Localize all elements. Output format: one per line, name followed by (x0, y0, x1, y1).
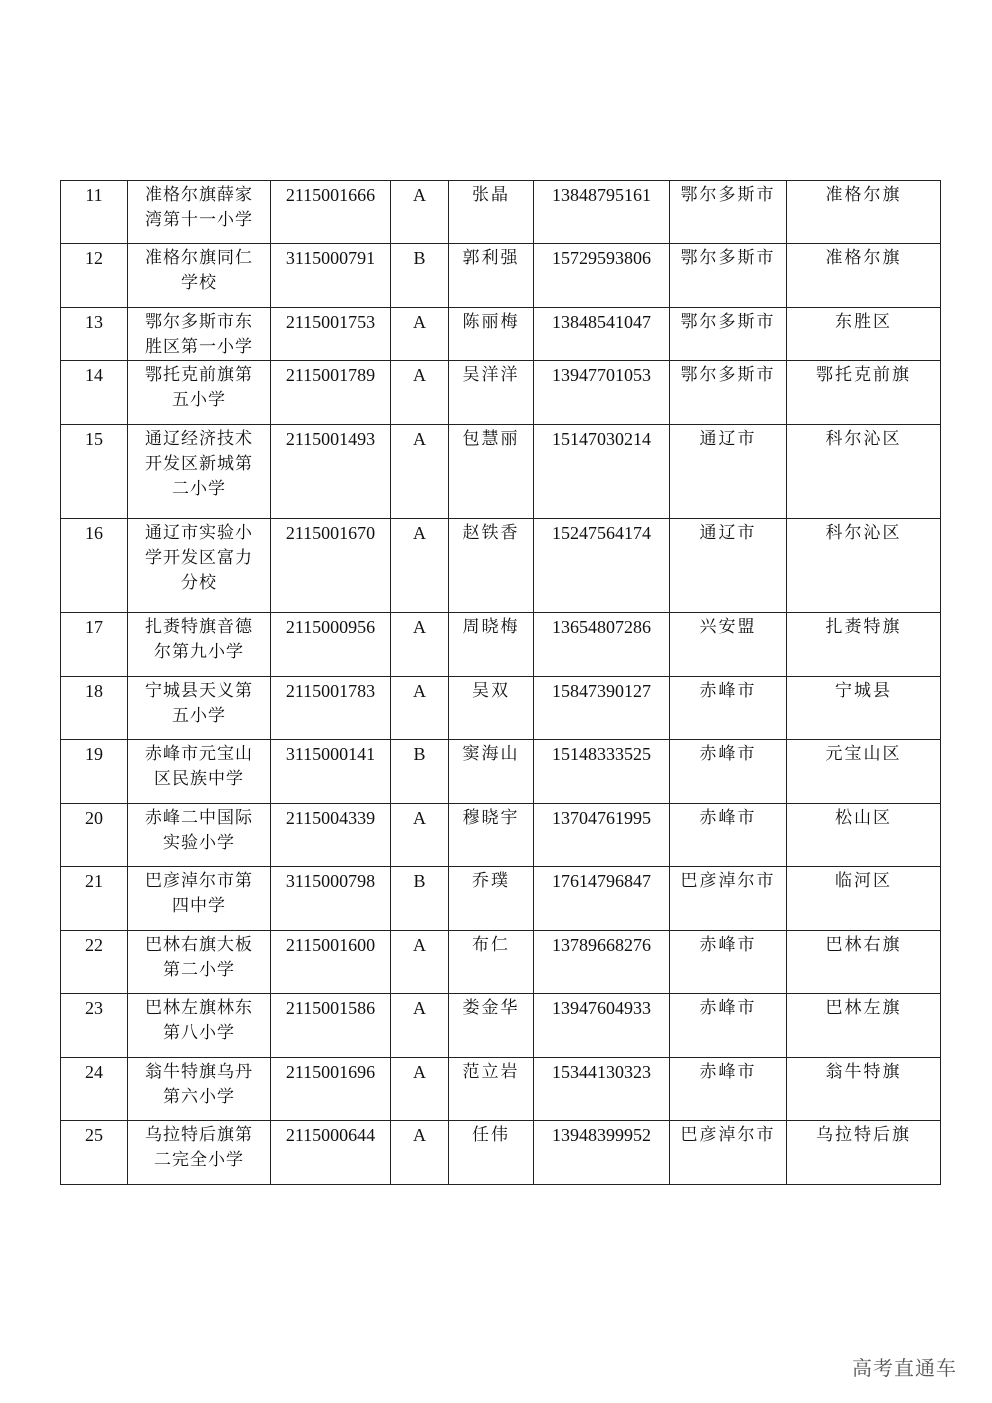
contact-name-cell: 窦海山 (449, 740, 534, 804)
school-name-cell: 鄂尔多斯市东胜区第一小学 (128, 308, 271, 361)
school-name-cell: 通辽市实验小学开发区富力分校 (128, 519, 271, 613)
school-grade-cell: A (391, 361, 449, 425)
district-cell: 巴林左旗 (787, 994, 941, 1058)
city-cell: 赤峰市 (670, 740, 787, 804)
city-cell: 通辽市 (670, 519, 787, 613)
school-code-cell: 2115000956 (271, 613, 391, 677)
row-number-cell: 25 (61, 1121, 128, 1185)
contact-name-cell: 陈丽梅 (449, 308, 534, 361)
school-name-cell: 翁牛特旗乌丹第六小学 (128, 1058, 271, 1121)
school-code-cell: 2115001753 (271, 308, 391, 361)
school-code-cell: 2115001493 (271, 425, 391, 519)
district-cell: 准格尔旗 (787, 244, 941, 308)
school-name-cell: 宁城县天义第五小学 (128, 677, 271, 740)
table-row (61, 1058, 941, 1121)
city-cell: 鄂尔多斯市 (670, 361, 787, 425)
school-grade-cell: A (391, 425, 449, 519)
row-number-cell: 22 (61, 931, 128, 994)
contact-phone-cell: 13848795161 (534, 181, 670, 244)
district-cell: 巴林右旗 (787, 931, 941, 994)
table-row (61, 613, 941, 677)
contact-name-cell: 吴洋洋 (449, 361, 534, 425)
city-cell: 巴彦淖尔市 (670, 1121, 787, 1185)
school-grade-cell: A (391, 677, 449, 740)
table-row (61, 425, 941, 519)
row-number-cell: 16 (61, 519, 128, 613)
contact-name-cell: 穆晓宇 (449, 804, 534, 867)
school-code-cell: 3115000798 (271, 867, 391, 931)
district-cell: 翁牛特旗 (787, 1058, 941, 1121)
contact-phone-cell: 15247564174 (534, 519, 670, 613)
table-row (61, 740, 941, 804)
school-code-cell: 2115001600 (271, 931, 391, 994)
district-cell: 科尔沁区 (787, 425, 941, 519)
school-grade-cell: A (391, 931, 449, 994)
city-cell: 通辽市 (670, 425, 787, 519)
school-grade-cell: B (391, 244, 449, 308)
school-grade-cell: A (391, 181, 449, 244)
school-code-cell: 2115000644 (271, 1121, 391, 1185)
city-cell: 赤峰市 (670, 1058, 787, 1121)
table-row (61, 181, 941, 244)
district-cell: 鄂托克前旗 (787, 361, 941, 425)
contact-name-cell: 吴双 (449, 677, 534, 740)
table-row (61, 931, 941, 994)
contact-name-cell: 娄金华 (449, 994, 534, 1058)
row-number-cell: 12 (61, 244, 128, 308)
table-row (61, 1121, 941, 1185)
table-row (61, 867, 941, 931)
row-number-cell: 18 (61, 677, 128, 740)
school-name-cell: 准格尔旗薛家湾第十一小学 (128, 181, 271, 244)
contact-phone-cell: 15148333525 (534, 740, 670, 804)
row-number-cell: 15 (61, 425, 128, 519)
district-cell: 元宝山区 (787, 740, 941, 804)
district-cell: 东胜区 (787, 308, 941, 361)
school-name-cell: 巴林左旗林东第八小学 (128, 994, 271, 1058)
contact-name-cell: 郭利强 (449, 244, 534, 308)
school-code-cell: 2115004339 (271, 804, 391, 867)
row-number-cell: 23 (61, 994, 128, 1058)
school-code-cell: 2115001586 (271, 994, 391, 1058)
watermark-text: 高考直通车 (852, 1356, 957, 1380)
school-grade-cell: A (391, 1058, 449, 1121)
district-cell: 宁城县 (787, 677, 941, 740)
contact-phone-cell: 13654807286 (534, 613, 670, 677)
school-code-cell: 2115001789 (271, 361, 391, 425)
school-code-cell: 2115001696 (271, 1058, 391, 1121)
contact-name-cell: 包慧丽 (449, 425, 534, 519)
contact-name-cell: 乔璞 (449, 867, 534, 931)
school-name-cell: 巴彦淖尔市第四中学 (128, 867, 271, 931)
contact-phone-cell: 15847390127 (534, 677, 670, 740)
table-row (61, 244, 941, 308)
contact-name-cell: 赵铁香 (449, 519, 534, 613)
city-cell: 鄂尔多斯市 (670, 181, 787, 244)
district-cell: 松山区 (787, 804, 941, 867)
school-code-cell: 2115001670 (271, 519, 391, 613)
school-name-cell: 赤峰市元宝山区民族中学 (128, 740, 271, 804)
table-row (61, 308, 941, 361)
contact-name-cell: 布仁 (449, 931, 534, 994)
city-cell: 赤峰市 (670, 994, 787, 1058)
school-name-cell: 乌拉特后旗第二完全小学 (128, 1121, 271, 1185)
school-name-cell: 鄂托克前旗第五小学 (128, 361, 271, 425)
school-code-cell: 2115001783 (271, 677, 391, 740)
row-number-cell: 24 (61, 1058, 128, 1121)
row-number-cell: 19 (61, 740, 128, 804)
row-number-cell: 11 (61, 181, 128, 244)
contact-phone-cell: 17614796847 (534, 867, 670, 931)
school-list-table (60, 180, 941, 1185)
school-grade-cell: A (391, 308, 449, 361)
row-number-cell: 14 (61, 361, 128, 425)
row-number-cell: 13 (61, 308, 128, 361)
school-code-cell: 3115000141 (271, 740, 391, 804)
table-row (61, 804, 941, 867)
row-number-cell: 17 (61, 613, 128, 677)
city-cell: 鄂尔多斯市 (670, 244, 787, 308)
school-grade-cell: A (391, 994, 449, 1058)
table-body (61, 181, 941, 1185)
contact-phone-cell: 13947701053 (534, 361, 670, 425)
contact-name-cell: 周晓梅 (449, 613, 534, 677)
school-grade-cell: B (391, 867, 449, 931)
school-name-cell: 准格尔旗同仁学校 (128, 244, 271, 308)
school-code-cell: 2115001666 (271, 181, 391, 244)
contact-phone-cell: 13948399952 (534, 1121, 670, 1185)
city-cell: 赤峰市 (670, 804, 787, 867)
table-row (61, 361, 941, 425)
table-row (61, 994, 941, 1058)
table-row (61, 677, 941, 740)
city-cell: 赤峰市 (670, 931, 787, 994)
city-cell: 巴彦淖尔市 (670, 867, 787, 931)
school-grade-cell: A (391, 804, 449, 867)
contact-name-cell: 任伟 (449, 1121, 534, 1185)
school-grade-cell: A (391, 1121, 449, 1185)
school-grade-cell: A (391, 613, 449, 677)
school-name-cell: 巴林右旗大板第二小学 (128, 931, 271, 994)
row-number-cell: 21 (61, 867, 128, 931)
school-name-cell: 赤峰二中国际实验小学 (128, 804, 271, 867)
district-cell: 临河区 (787, 867, 941, 931)
contact-phone-cell: 13947604933 (534, 994, 670, 1058)
table-row (61, 519, 941, 613)
contact-phone-cell: 13848541047 (534, 308, 670, 361)
city-cell: 赤峰市 (670, 677, 787, 740)
school-grade-cell: B (391, 740, 449, 804)
contact-phone-cell: 15344130323 (534, 1058, 670, 1121)
city-cell: 鄂尔多斯市 (670, 308, 787, 361)
contact-phone-cell: 13789668276 (534, 931, 670, 994)
contact-name-cell: 范立岩 (449, 1058, 534, 1121)
district-cell: 乌拉特后旗 (787, 1121, 941, 1185)
contact-phone-cell: 13704761995 (534, 804, 670, 867)
district-cell: 扎赉特旗 (787, 613, 941, 677)
contact-phone-cell: 15147030214 (534, 425, 670, 519)
school-name-cell: 通辽经济技术开发区新城第二小学 (128, 425, 271, 519)
school-name-cell: 扎赉特旗音德尔第九小学 (128, 613, 271, 677)
city-cell: 兴安盟 (670, 613, 787, 677)
district-cell: 科尔沁区 (787, 519, 941, 613)
contact-phone-cell: 15729593806 (534, 244, 670, 308)
district-cell: 准格尔旗 (787, 181, 941, 244)
school-code-cell: 3115000791 (271, 244, 391, 308)
row-number-cell: 20 (61, 804, 128, 867)
contact-name-cell: 张晶 (449, 181, 534, 244)
school-grade-cell: A (391, 519, 449, 613)
